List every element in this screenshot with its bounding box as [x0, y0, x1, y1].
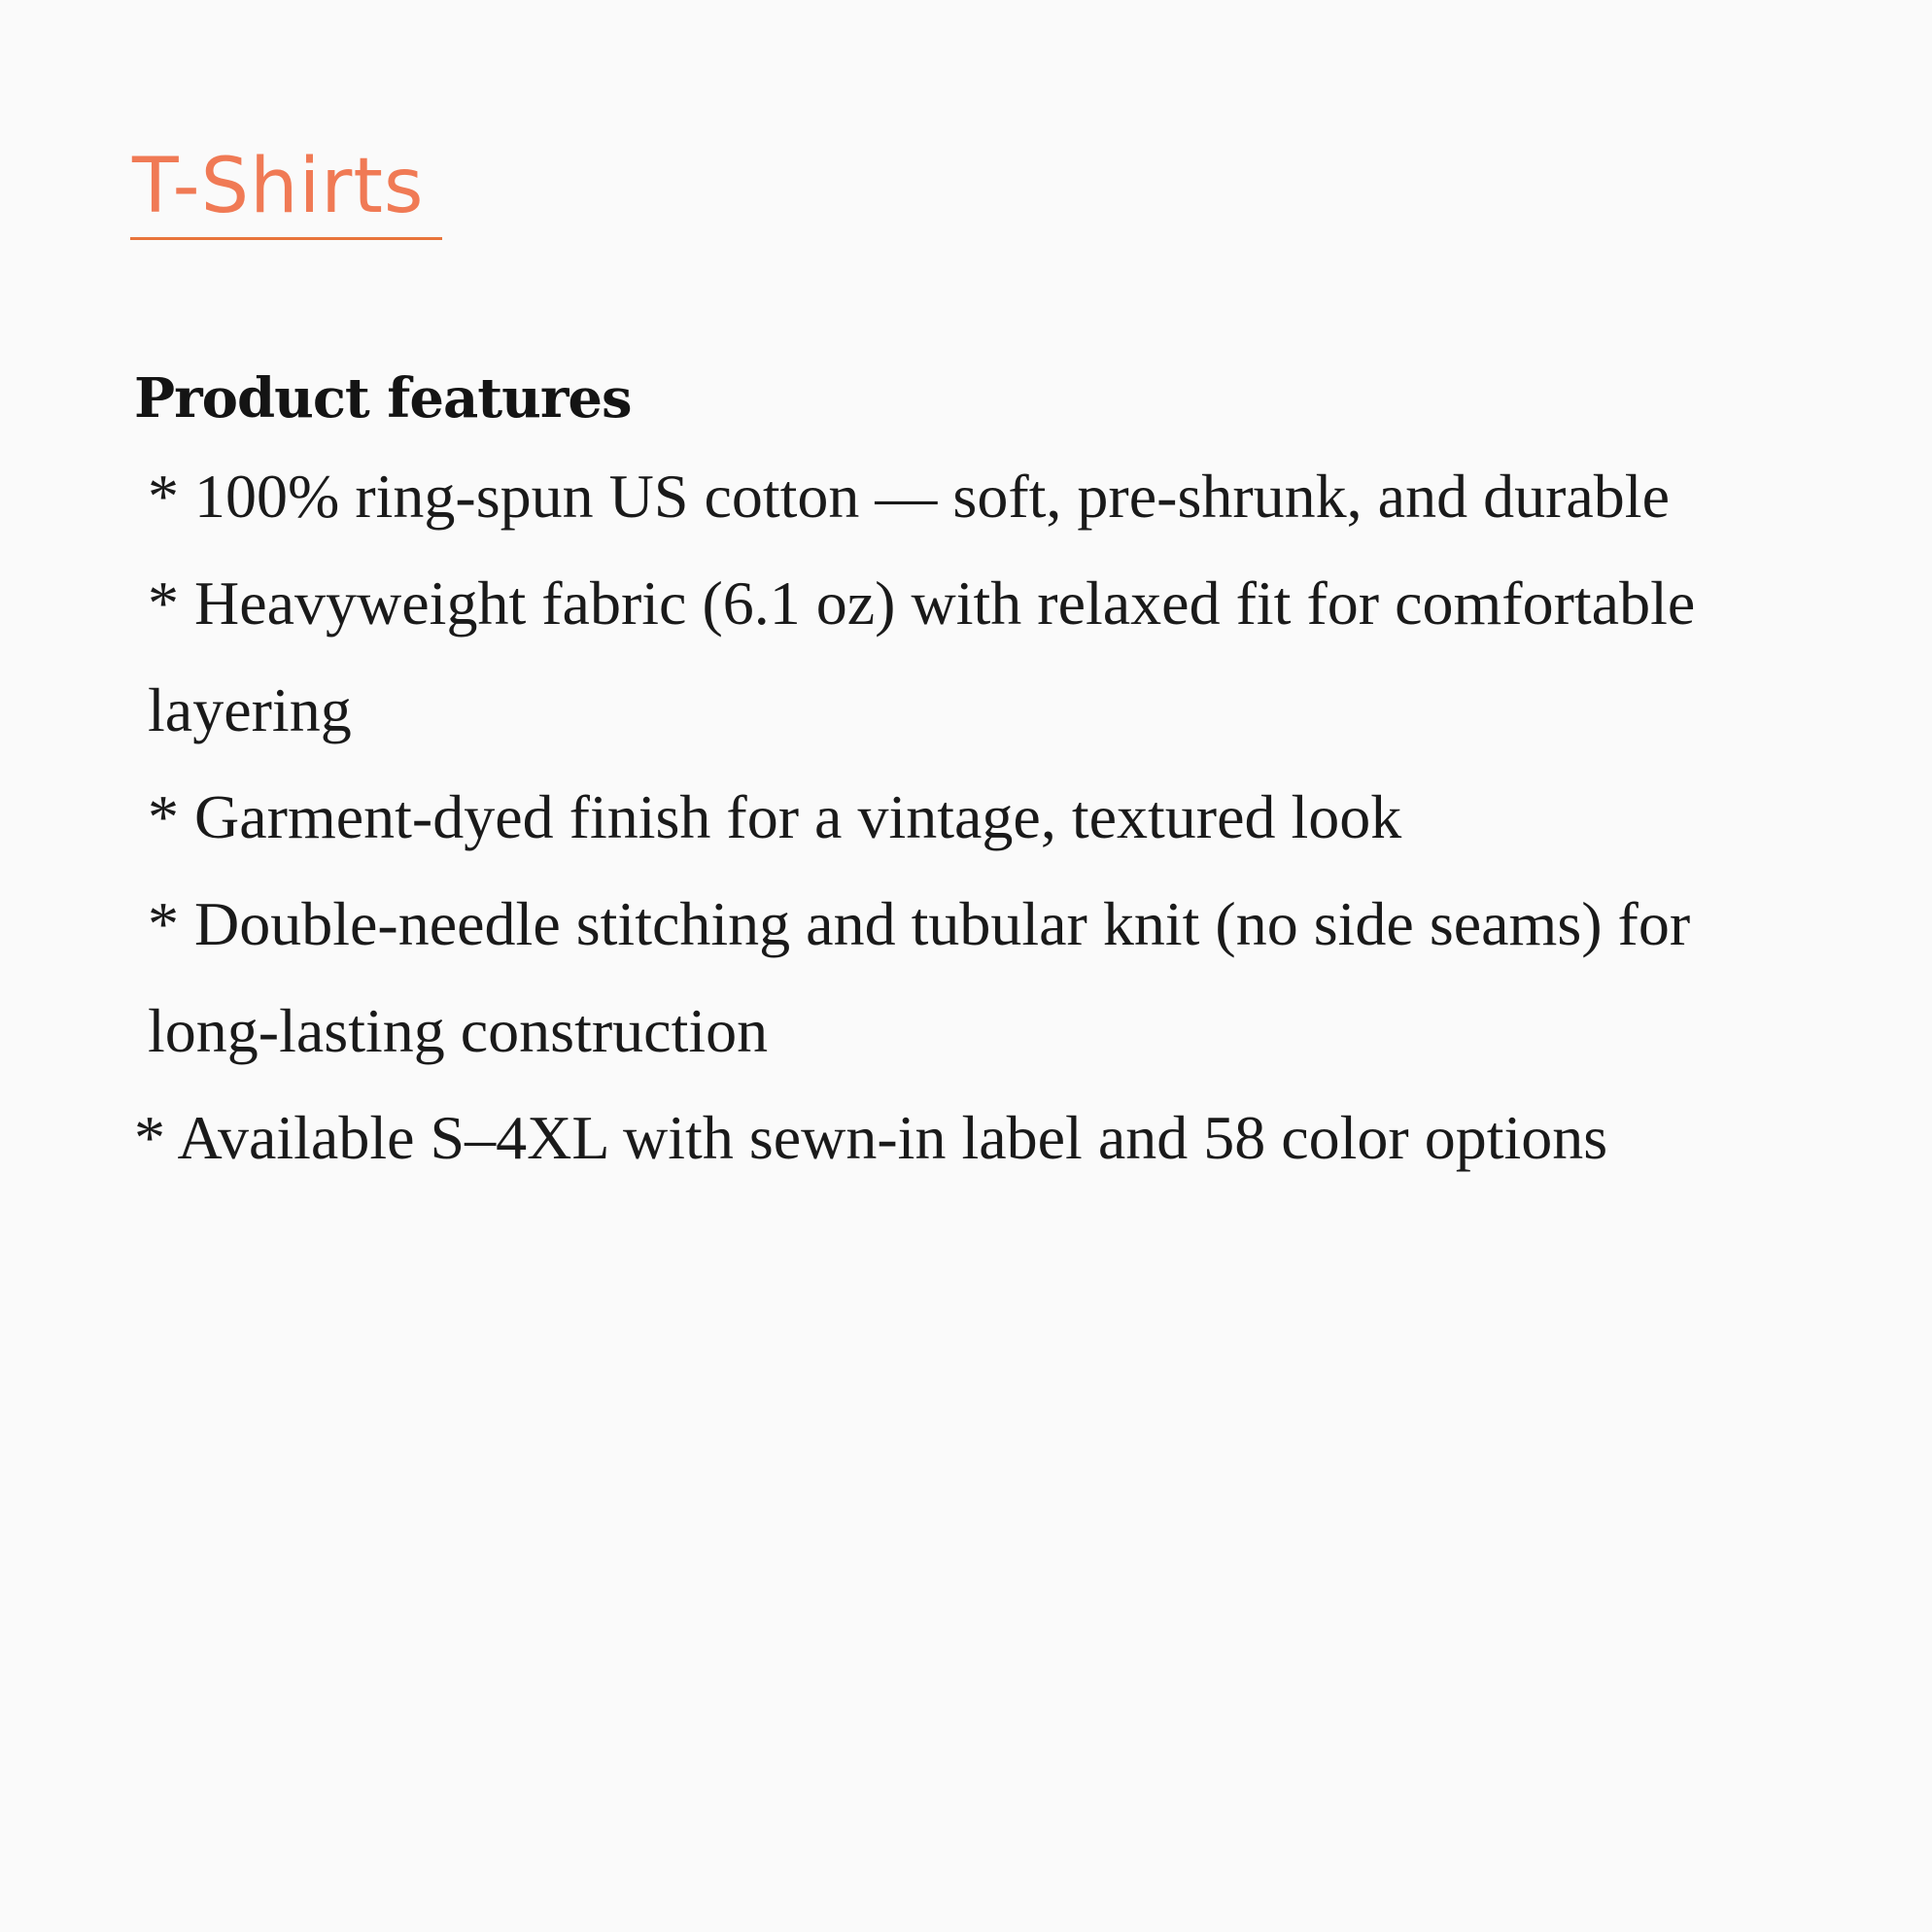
product-description — [134, 144, 1786, 1191]
title-underline — [130, 144, 442, 240]
feature-item: * Garment-dyed finish for a vintage, textured look — [148, 781, 1402, 851]
feature-item: * 100% ring-spun US cotton — soft, pre-shrunk, and durable — [148, 461, 1670, 531]
feature-item: * Heavyweight fabric (6.1 oz) with relaxed fit for comfortable layering — [148, 568, 1696, 744]
page-title: T-Shirts — [132, 143, 425, 230]
feature-item: * Available S–4XL with sewn-in label and 58 color options — [134, 1102, 1608, 1172]
feature-list — [134, 443, 1786, 1191]
feature-item: * Double-needle stitching and tubular knit (no side seams) for long-lasting construction — [148, 888, 1691, 1065]
section-heading: Product features — [134, 365, 632, 431]
